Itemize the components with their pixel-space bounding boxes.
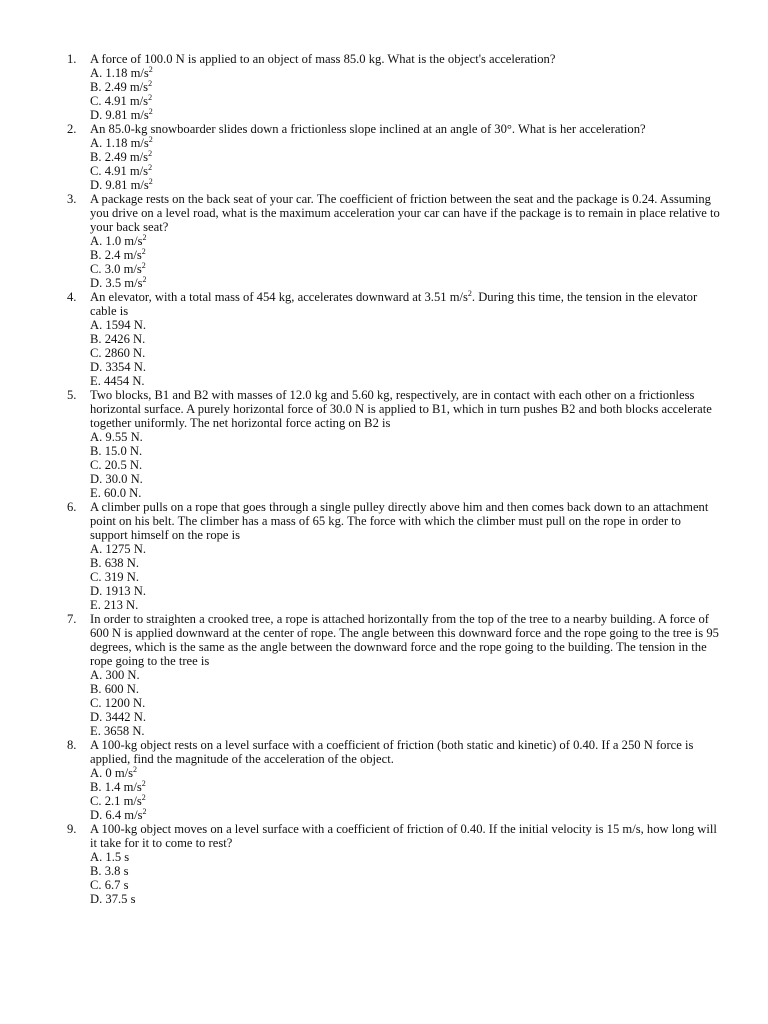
question-stem: A climber pulls on a rope that goes through a single pulley directly above him and then comes back down to an attachment point on his belt. The climber has a mass of 65 kg. The force with which the climber must pull on the rope in order to support himself on the rope is — [90, 500, 709, 542]
superscript: 2 — [133, 765, 138, 774]
answer-choice-text: B. 638 N. — [90, 556, 139, 570]
answer-choice-text: B. 2426 N. — [90, 332, 146, 346]
superscript: 2 — [148, 149, 153, 158]
superscript: 2 — [148, 79, 153, 88]
answer-choice-text: E. 4454 N. — [90, 374, 145, 388]
answer-choice-text: A. 1.0 m/s — [90, 234, 143, 248]
answer-choice — [90, 472, 720, 486]
question-list — [0, 52, 768, 906]
answer-choice-text: A. 1275 N. — [90, 542, 146, 556]
answer-choice-text: D. 3.5 m/s — [90, 276, 143, 290]
question-number: 5. — [67, 388, 77, 402]
question-item — [0, 290, 768, 388]
question-number: 4. — [67, 290, 77, 304]
answer-choice — [90, 66, 720, 80]
answer-choice-text: A. 1.5 s — [90, 850, 130, 864]
answer-choice-text: B. 600 N. — [90, 682, 139, 696]
superscript: 2 — [148, 93, 153, 102]
answer-choice — [90, 668, 720, 682]
answer-choice-text: D. 1913 N. — [90, 584, 146, 598]
question-item — [0, 500, 768, 612]
question-stem: A 100-kg object moves on a level surface with a coefficient of friction of 0.40. If the initial velocity is 15 m/s, how long will it take for it to come to rest? — [90, 822, 717, 850]
superscript: 2 — [142, 807, 147, 816]
answer-choice — [90, 80, 720, 94]
answer-choice-text: B. 15.0 N. — [90, 444, 143, 458]
answer-choice-text: D. 3354 N. — [90, 360, 146, 374]
answer-choice — [90, 556, 720, 570]
question-item — [0, 612, 768, 738]
question-number: 2. — [67, 122, 77, 136]
answer-choice-text: E. 60.0 N. — [90, 486, 142, 500]
superscript: 2 — [148, 135, 153, 144]
answer-choice-text: C. 319 N. — [90, 570, 139, 584]
answer-choice — [90, 808, 720, 822]
answer-choice — [90, 864, 720, 878]
answer-choice-text: E. 3658 N. — [90, 724, 145, 738]
answer-choice — [90, 430, 720, 444]
answer-choice-text: B. 2.49 m/s — [90, 80, 149, 94]
answer-choice — [90, 584, 720, 598]
answer-choice — [90, 682, 720, 696]
answer-choice-text: C. 4.91 m/s — [90, 164, 149, 178]
superscript: 2 — [148, 177, 153, 186]
question-number: 7. — [67, 612, 77, 626]
answer-choice — [90, 892, 720, 906]
answer-choice-text: B. 2.49 m/s — [90, 150, 149, 164]
answer-choice — [90, 724, 720, 738]
answer-choice-text: B. 3.8 s — [90, 864, 129, 878]
answer-choice-text: C. 3.0 m/s — [90, 262, 142, 276]
answer-choice — [90, 458, 720, 472]
question-stem-text: An elevator, with a total mass of 454 kg, accelerates downward at 3.51 m/s — [90, 290, 468, 304]
answer-choice-text: C. 4.91 m/s — [90, 94, 149, 108]
superscript: 2 — [142, 275, 147, 284]
answer-choice — [90, 318, 720, 332]
answer-choice — [90, 878, 720, 892]
answer-choice-text: D. 9.81 m/s — [90, 178, 149, 192]
answer-choice — [90, 360, 720, 374]
question-stem: An 85.0-kg snowboarder slides down a frictionless slope inclined at an angle of 30°. What is her acceleration? — [90, 122, 646, 136]
question-number: 1. — [67, 52, 77, 66]
answer-choice-text: A. 1594 N. — [90, 318, 146, 332]
question-item — [0, 192, 768, 290]
answer-choice — [90, 444, 720, 458]
answer-choice-text: C. 2.1 m/s — [90, 794, 142, 808]
question-number: 8. — [67, 738, 77, 752]
answer-choice-text: B. 1.4 m/s — [90, 780, 142, 794]
answer-choice-text: D. 37.5 s — [90, 892, 136, 906]
answer-choice — [90, 598, 720, 612]
question-item — [0, 738, 768, 822]
question-stem: Two blocks, B1 and B2 with masses of 12.0 kg and 5.60 kg, respectively, are in contact with each other on a frictionless horizontal surface. A purely horizontal force of 30.0 N is applied to B1, which in turn pushes B2 and both blocks accelerate together uniformly. The net horizontal force acting on B2 is — [90, 388, 712, 430]
question-stem — [90, 290, 720, 318]
answer-choice-text: A. 0 m/s — [90, 766, 134, 780]
superscript: 2 — [148, 65, 153, 74]
answer-choice-text: D. 3442 N. — [90, 710, 146, 724]
superscript: 2 — [142, 233, 147, 242]
answer-choice — [90, 570, 720, 584]
answer-choice — [90, 94, 720, 108]
question-number: 3. — [67, 192, 77, 206]
answer-choice — [90, 780, 720, 794]
answer-choice-text: B. 2.4 m/s — [90, 248, 142, 262]
answer-choice — [90, 346, 720, 360]
superscript: 2 — [467, 289, 472, 298]
answer-choice — [90, 794, 720, 808]
answer-choice — [90, 248, 720, 262]
answer-choice — [90, 178, 720, 192]
answer-choice — [90, 850, 720, 864]
answer-choice — [90, 136, 720, 150]
answer-choice-text: C. 6.7 s — [90, 878, 129, 892]
answer-choice — [90, 766, 720, 780]
superscript: 2 — [141, 779, 146, 788]
answer-choice-text: A. 300 N. — [90, 668, 140, 682]
superscript: 2 — [141, 793, 146, 802]
question-number: 6. — [67, 500, 77, 514]
question-item — [0, 822, 768, 906]
question-item — [0, 388, 768, 500]
superscript: 2 — [141, 261, 146, 270]
answer-choice — [90, 332, 720, 346]
answer-choice — [90, 710, 720, 724]
question-stem: A force of 100.0 N is applied to an object of mass 85.0 kg. What is the object's acceleration? — [90, 52, 556, 66]
question-item — [0, 52, 768, 122]
question-stem: In order to straighten a crooked tree, a rope is attached horizontally from the top of the tree to a nearby building. A force of 600 N is applied downward at the center of rope. The angle between this downward force and the rope going to the tree is 95 degrees, which is the same as the angle between the downward force and the rope going to the building. The tension in the rope going to the tree is — [90, 612, 719, 668]
answer-choice-text: C. 1200 N. — [90, 696, 146, 710]
answer-choice-text: A. 9.55 N. — [90, 430, 143, 444]
answer-choice-text: C. 2860 N. — [90, 346, 146, 360]
superscript: 2 — [148, 163, 153, 172]
superscript: 2 — [148, 107, 153, 116]
answer-choice — [90, 164, 720, 178]
answer-choice-text: D. 9.81 m/s — [90, 108, 149, 122]
answer-choice — [90, 150, 720, 164]
question-stem: A package rests on the back seat of your car. The coefficient of friction between the seat and the package is 0.24. Assuming you drive on a level road, what is the maximum acceleration your car can have if the package is to remain in place relative to your back seat? — [90, 192, 720, 234]
answer-choice-text: C. 20.5 N. — [90, 458, 143, 472]
answer-choice — [90, 486, 720, 500]
answer-choice — [90, 542, 720, 556]
answer-choice — [90, 108, 720, 122]
answer-choice — [90, 234, 720, 248]
question-item — [0, 122, 768, 192]
question-stem: A 100-kg object rests on a level surface with a coefficient of friction (both static and kinetic) of 0.40. If a 250 N force is applied, find the magnitude of the acceleration of the object. — [90, 738, 694, 766]
answer-choice-text: D. 6.4 m/s — [90, 808, 143, 822]
answer-choice — [90, 262, 720, 276]
question-number: 9. — [67, 822, 77, 836]
answer-choice-text: D. 30.0 N. — [90, 472, 143, 486]
question-stem-text: . During this time, the tension in the elevator cable is — [90, 290, 698, 318]
answer-choice-text: A. 1.18 m/s — [90, 136, 149, 150]
answer-choice — [90, 276, 720, 290]
answer-choice — [90, 374, 720, 388]
answer-choice-text: E. 213 N. — [90, 598, 139, 612]
superscript: 2 — [141, 247, 146, 256]
answer-choice — [90, 696, 720, 710]
answer-choice-text: A. 1.18 m/s — [90, 66, 149, 80]
